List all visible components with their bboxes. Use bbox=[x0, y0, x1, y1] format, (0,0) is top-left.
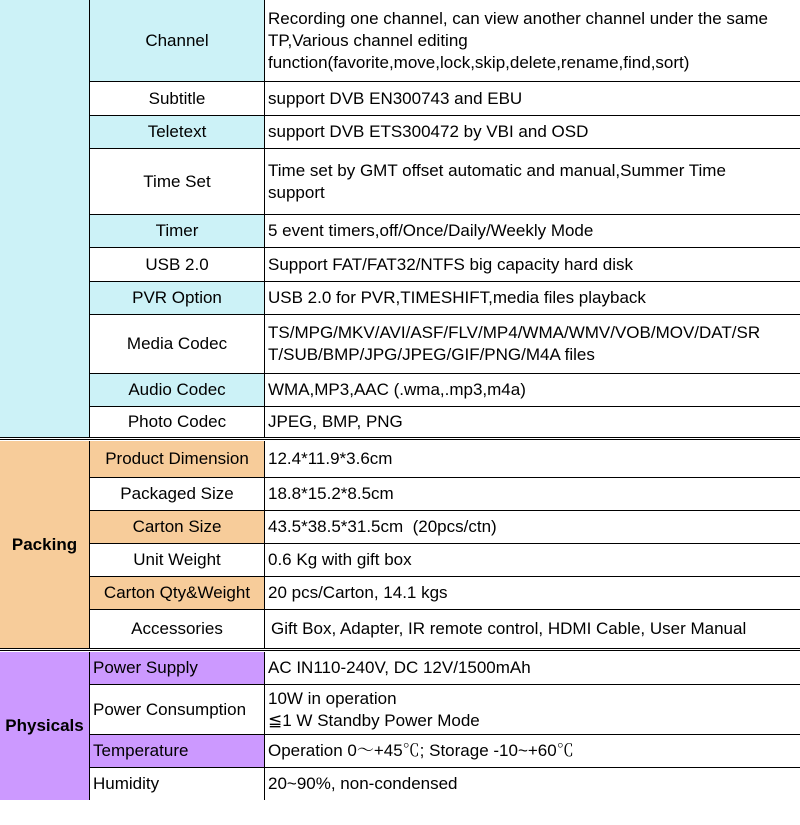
category-cell-packing: Packing bbox=[0, 441, 90, 648]
section-divider bbox=[0, 437, 800, 440]
spec-label: Power Consumption bbox=[90, 685, 265, 734]
spec-value: USB 2.0 for PVR,TIMESHIFT,media files playback bbox=[265, 282, 800, 314]
spec-value: 18.8*15.2*8.5cm bbox=[265, 478, 800, 510]
spec-value: Gift Box, Adapter, IR remote control, HDMI Cable, User Manual bbox=[265, 610, 800, 648]
spec-label: Packaged Size bbox=[90, 478, 265, 510]
spec-row-usb bbox=[90, 247, 800, 281]
spec-value: Operation 0～+45℃; Storage -10~+60℃ bbox=[265, 735, 800, 767]
spec-row-photo-codec bbox=[90, 406, 800, 437]
spec-row-subtitle bbox=[90, 81, 800, 115]
spec-row-audio-codec bbox=[90, 373, 800, 406]
spec-row-power-supply bbox=[90, 652, 800, 684]
spec-label: Carton Qty&Weight bbox=[90, 577, 265, 609]
spec-row-accessories bbox=[90, 609, 800, 648]
spec-value: support DVB ETS300472 by VBI and OSD bbox=[265, 116, 800, 148]
spec-label: Timer bbox=[90, 215, 265, 247]
spec-label: Accessories bbox=[90, 610, 265, 648]
spec-label: Channel bbox=[90, 0, 265, 81]
spec-row-carton-size bbox=[90, 510, 800, 543]
spec-label: Humidity bbox=[90, 768, 265, 800]
spec-label: USB 2.0 bbox=[90, 248, 265, 281]
spec-label: Media Codec bbox=[90, 315, 265, 373]
spec-row-product-dimension bbox=[90, 441, 800, 477]
spec-value: 12.4*11.9*3.6cm bbox=[265, 441, 800, 477]
spec-label: Unit Weight bbox=[90, 544, 265, 576]
spec-value: AC IN110-240V, DC 12V/1500mAh bbox=[265, 652, 800, 684]
spec-label: Audio Codec bbox=[90, 374, 265, 406]
spec-value: Recording one channel, can view another channel under the same TP,Various channel editing function(favorite,move,lock,skip,delete,rename,find,sort) bbox=[265, 0, 800, 81]
spec-row-teletext bbox=[90, 115, 800, 148]
spec-row-channel bbox=[90, 0, 800, 81]
spec-label: PVR Option bbox=[90, 282, 265, 314]
spec-row-time-set bbox=[90, 148, 800, 214]
spec-row-unit-weight bbox=[90, 543, 800, 576]
spec-value: 20~90%, non-condensed bbox=[265, 768, 800, 800]
section-divider bbox=[0, 648, 800, 651]
spec-row-timer bbox=[90, 214, 800, 247]
spec-row-pvr-option bbox=[90, 281, 800, 314]
spec-row-humidity bbox=[90, 767, 800, 800]
spec-label: Teletext bbox=[90, 116, 265, 148]
spec-value: 20 pcs/Carton, 14.1 kgs bbox=[265, 577, 800, 609]
spec-label: Temperature bbox=[90, 735, 265, 767]
spec-value: 43.5*38.5*31.5cm (20pcs/ctn) bbox=[265, 511, 800, 543]
spec-label: Photo Codec bbox=[90, 407, 265, 437]
spec-value: Time set by GMT offset automatic and manual,Summer Time support bbox=[265, 149, 800, 214]
spec-row-carton-qty-weight bbox=[90, 576, 800, 609]
spec-value: Support FAT/FAT32/NTFS big capacity hard disk bbox=[265, 248, 800, 281]
category-cell-physicals: Physicals bbox=[0, 652, 90, 800]
spec-value: support DVB EN300743 and EBU bbox=[265, 82, 800, 115]
spec-row-packaged-size bbox=[90, 477, 800, 510]
spec-row-power-consumption bbox=[90, 684, 800, 734]
spec-label: Carton Size bbox=[90, 511, 265, 543]
category-cell-general bbox=[0, 0, 90, 437]
spec-label: Subtitle bbox=[90, 82, 265, 115]
spec-row-temperature bbox=[90, 734, 800, 767]
spec-value: 0.6 Kg with gift box bbox=[265, 544, 800, 576]
spec-label: Time Set bbox=[90, 149, 265, 214]
spec-value: 10W in operation ≦1 W Standby Power Mode bbox=[265, 685, 800, 734]
spec-value: 5 event timers,off/Once/Daily/Weekly Mode bbox=[265, 215, 800, 247]
spec-value: WMA,MP3,AAC (.wma,.mp3,m4a) bbox=[265, 374, 800, 406]
spec-label: Product Dimension bbox=[90, 441, 265, 477]
spec-row-media-codec bbox=[90, 314, 800, 373]
spec-value: JPEG, BMP, PNG bbox=[265, 407, 800, 437]
spec-value: TS/MPG/MKV/AVI/ASF/FLV/MP4/WMA/WMV/VOB/MOV/DAT/SR T/SUB/BMP/JPG/JPEG/GIF/PNG/M4A files bbox=[265, 315, 800, 373]
spec-label: Power Supply bbox=[90, 652, 265, 684]
